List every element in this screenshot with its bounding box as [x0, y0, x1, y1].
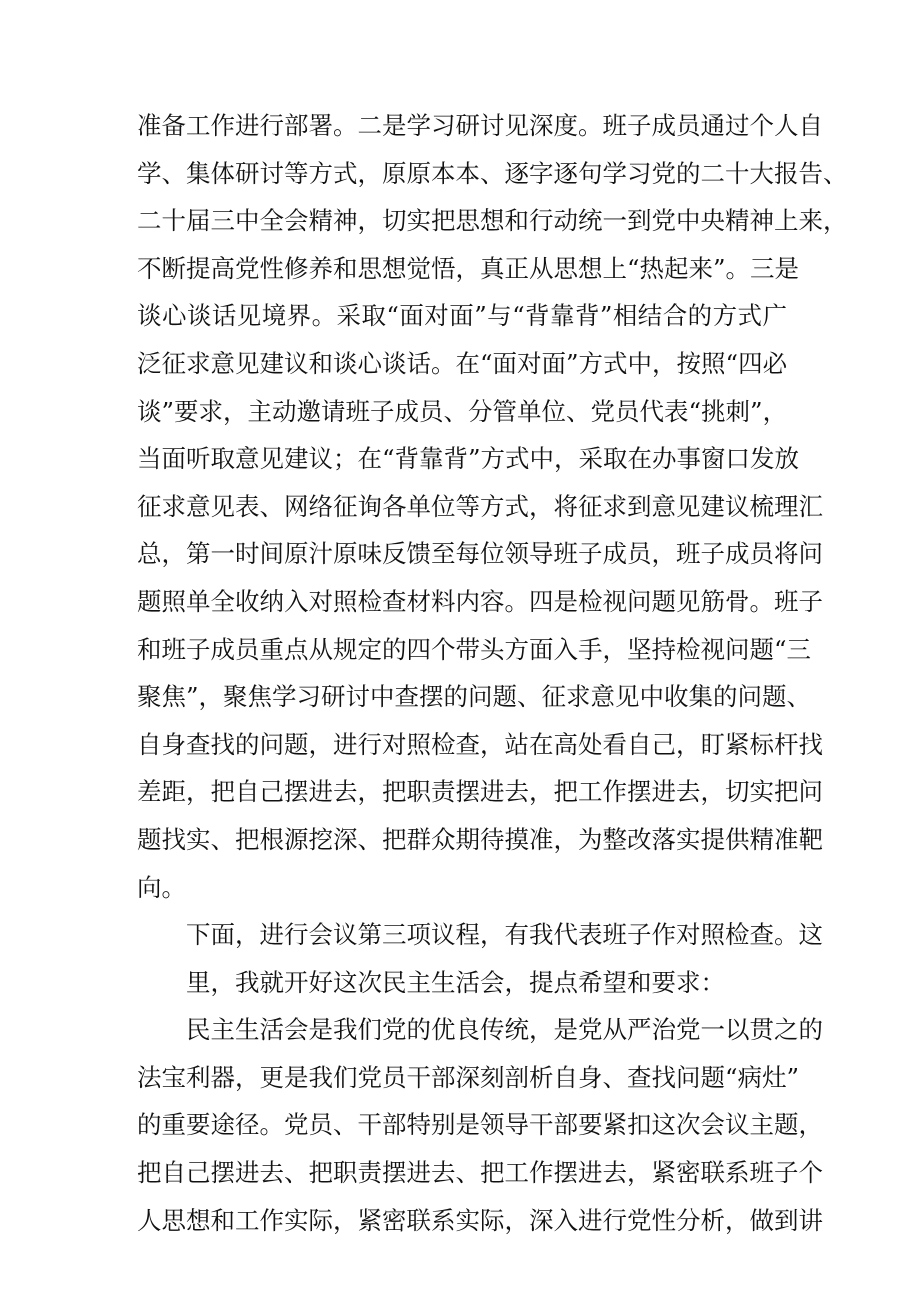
text-line: 聚焦”，聚焦学习研讨中查摆的问题、征求意见中收集的问题、 [137, 682, 812, 712]
text-line: 学、集体研讨等方式，原原本本、逐字逐句学习党的二十大报告、 [137, 158, 848, 188]
text-line: 泛征求意见建议和谈心谈话。在“面对面”方式中，按照“四必 [137, 348, 788, 378]
text-line: 不断提高党性修养和思想觉悟，真正从思想上“热起来”。三是 [137, 253, 800, 283]
text-line: 法宝利器，更是我们党员干部深刻剖析自身、查找问题“病灶” [137, 1062, 800, 1092]
text-line: 差距，把自己摆进去，把职责摆进去，把工作摆进去，切实把问 [137, 777, 823, 807]
text-line: 人思想和工作实际，紧密联系实际，深入进行党性分析，做到讲 [137, 1205, 823, 1235]
document-body [137, 102, 848, 1244]
text-line: 和班子成员重点从规定的四个带头方面入手，坚持检视问题“三 [137, 634, 812, 664]
text-line: 二十届三中全会精神，切实把思想和行动统一到党中央精神上来， [137, 206, 848, 236]
text-line: 谈”要求，主动邀请班子成员、分管单位、党员代表“挑刺”， [137, 396, 788, 426]
text-line: 总，第一时间原汁原味反馈至每位领导班子成员，班子成员将问 [137, 539, 823, 569]
text-line: 自身查找的问题，进行对照检查，站在高处看自己，盯紧标杆找 [137, 729, 823, 759]
text-line: 里，我就开好这次民主生活会，提点希望和要求： [186, 967, 725, 997]
text-line: 把自己摆进去、把职责摆进去、把工作摆进去，紧密联系班子个 [137, 1158, 823, 1188]
text-line: 征求意见表、网络征询各单位等方式，将征求到意见建议梳理汇 [137, 491, 823, 521]
text-line: 当面听取意见建议；在“背靠背”方式中，采取在办事窗口发放 [137, 444, 800, 474]
text-line: 谈心谈话见境界。采取“面对面”与“背靠背”相结合的方式广 [137, 301, 787, 331]
text-line: 民主生活会是我们党的优良传统，是党从严治党一以贯之的 [186, 1015, 823, 1045]
text-line: 题照单全收纳入对照检查材料内容。四是检视问题见筋骨。班子 [137, 586, 823, 616]
text-line: 的重要途径。党员、干部特别是领导干部要紧扣这次会议主题， [137, 1110, 823, 1140]
text-line: 向。 [137, 872, 186, 902]
text-line: 题找实、把根源挖深、把群众期待摸准，为整改落实提供精准靶 [137, 824, 823, 854]
text-line: 准备工作进行部署。二是学习研讨见深度。班子成员通过个人自 [137, 111, 823, 140]
text-line: 下面，进行会议第三项议程，有我代表班子作对照检查。这 [186, 920, 823, 950]
